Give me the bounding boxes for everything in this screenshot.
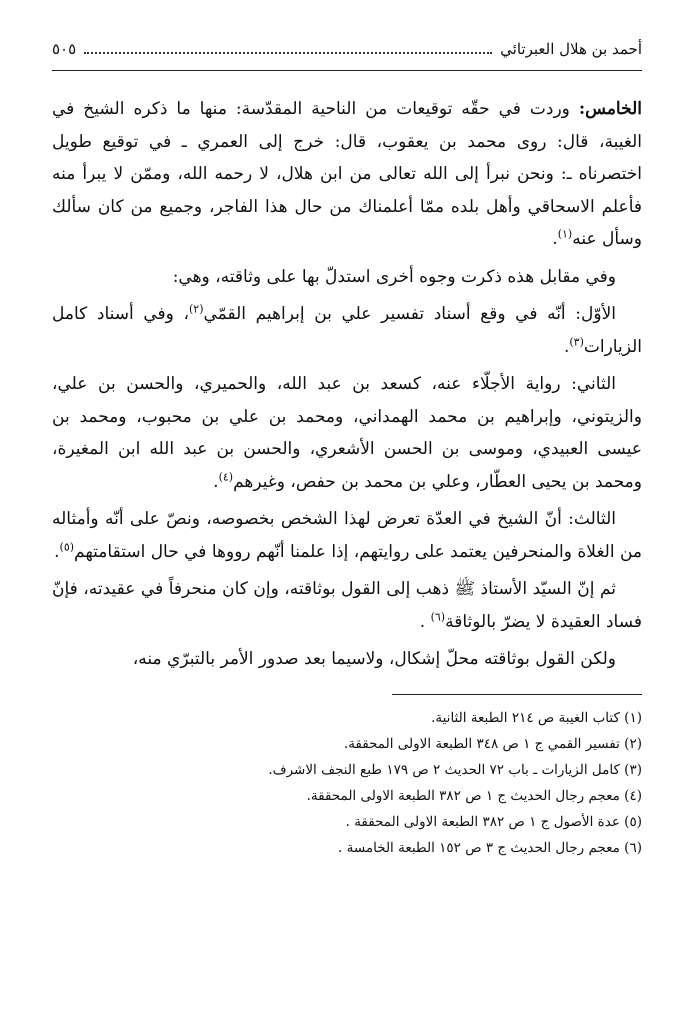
- paragraph-text: وفي مقابل هذه ذكرت وجوه أخرى استدلّ بها على وثاقته، وهي:: [172, 266, 616, 287]
- footnote-6: (٦) معجم رجال الحديث ج ٣ ص ١٥٢ الطبعة الخامسة .: [338, 839, 642, 856]
- footnote-ref: (٢): [188, 302, 204, 316]
- main-text: [52, 93, 642, 676]
- punctuation: .: [552, 229, 558, 249]
- footnote-3: (٣) كامل الزيارات ـ باب ٧٢ الحديث ٢ ص ١٧٩ طبع النجف الاشرف.: [268, 761, 642, 778]
- paragraph-second: [52, 368, 642, 498]
- dotted-leader: [84, 44, 492, 54]
- paragraph-heading: الخامس:: [578, 99, 642, 119]
- paragraph-first: [52, 298, 642, 363]
- punctuation: .: [213, 471, 219, 492]
- footnote-ref: (٤): [218, 469, 234, 483]
- paragraph-text: الثالث: أنّ الشيخ في العدّة تعرض لهذا الشخص بخصوصه، ونصّ على أنّه وأمثاله من الغلاة والمنحرفين يعتمد على روايتهم، إذا علمنا أنّهم رووها في حال استقامتهم: [52, 509, 642, 562]
- footnote-ref: (٦): [430, 609, 446, 623]
- paragraph-text: الأوّل: أنّه في وقع أسناد تفسير علي بن إبراهيم القمّي: [203, 304, 616, 324]
- paragraph-conclusion: [52, 643, 642, 676]
- paragraph-teacher-opinion: [52, 573, 642, 638]
- paragraph-text: وردت في حقّه توقيعات من الناحية المقدّسة: منها ما ذكره الشيخ في الغيبة، قال: روى محمد بن يعقوب، قال: خرج إلى العمري ـ في توقيع طويل اختصرناه ـ: ونحن نبرأ إلى الله تعالى من ابن هلال، لا رحمه الله، وممّن لا يبرأ منه فأعلم الاسحاقي وأهل بلده ممّا أعلمناك من حال هذا الفاجر، وجميع من كان سألك وسأل عنه: [52, 99, 642, 249]
- punctuation: .: [54, 541, 60, 562]
- footnote-ref: (١): [557, 227, 573, 241]
- paragraph-fifth: [52, 93, 642, 256]
- book-page: [52, 40, 642, 861]
- footnote-ref: (٥): [59, 539, 75, 553]
- paragraph-intro: [52, 261, 642, 294]
- paragraph-text: ثم إنّ السيّد الأستاذ ﷺ ذهب إلى القول بوثاقته، وإن كان منحرفاً في عقيدته، فإنّ فساد العقيدة لا يضرّ بالوثاقة: [52, 579, 642, 632]
- footnote-2: (٢) تفسير القمي ج ١ ص ٣٤٨ الطبعة الاولى المحققة.: [343, 735, 642, 752]
- punctuation: .: [419, 611, 431, 632]
- footnote-4: (٤) معجم رجال الحديث ج ١ ص ٣٨٢ الطبعة الاولى المحققة.: [306, 787, 642, 804]
- footnote-1: (١) كتاب الغيبة ص ٢١٤ الطبعة الثانية.: [431, 709, 642, 726]
- paragraph-text: ، وفي أسناد كامل الزيارات: [52, 304, 642, 357]
- footnote-divider: [392, 694, 642, 695]
- footnote-ref: (٣): [569, 334, 584, 348]
- running-header: [52, 40, 642, 71]
- paragraph-text: ولكن القول بوثاقته محلّ إشكال، ولاسيما بعد صدور الأمر بالتبرّي منه،: [132, 649, 616, 669]
- footnotes: [52, 705, 642, 861]
- header-title: أحمد بن هلال العبرتائي: [500, 40, 642, 58]
- footnote-5: (٥) عدة الأصول ج ١ ص ٣٨٢ الطبعة الاولى المحققة .: [345, 813, 642, 830]
- paragraph-third: [52, 503, 642, 568]
- punctuation: .: [563, 336, 570, 357]
- paragraph-text: الثاني: رواية الأجلّاء عنه، كسعد بن عبد الله، والحميري، والحسن بن علي، والزيتوني، وإبراهيم بن محمد الهمداني، ومحمد بن علي بن محبوب، ومحمد بن عيسى العبيدي، وموسى بن الحسن الأشعري، والحسن بن عبد الله ابن المغيرة، ومحمد بن يحيى العطّار، وعلي بن محمد بن حفص، وغيرهم: [52, 374, 642, 492]
- page-number: ٥٠٥: [52, 40, 77, 58]
